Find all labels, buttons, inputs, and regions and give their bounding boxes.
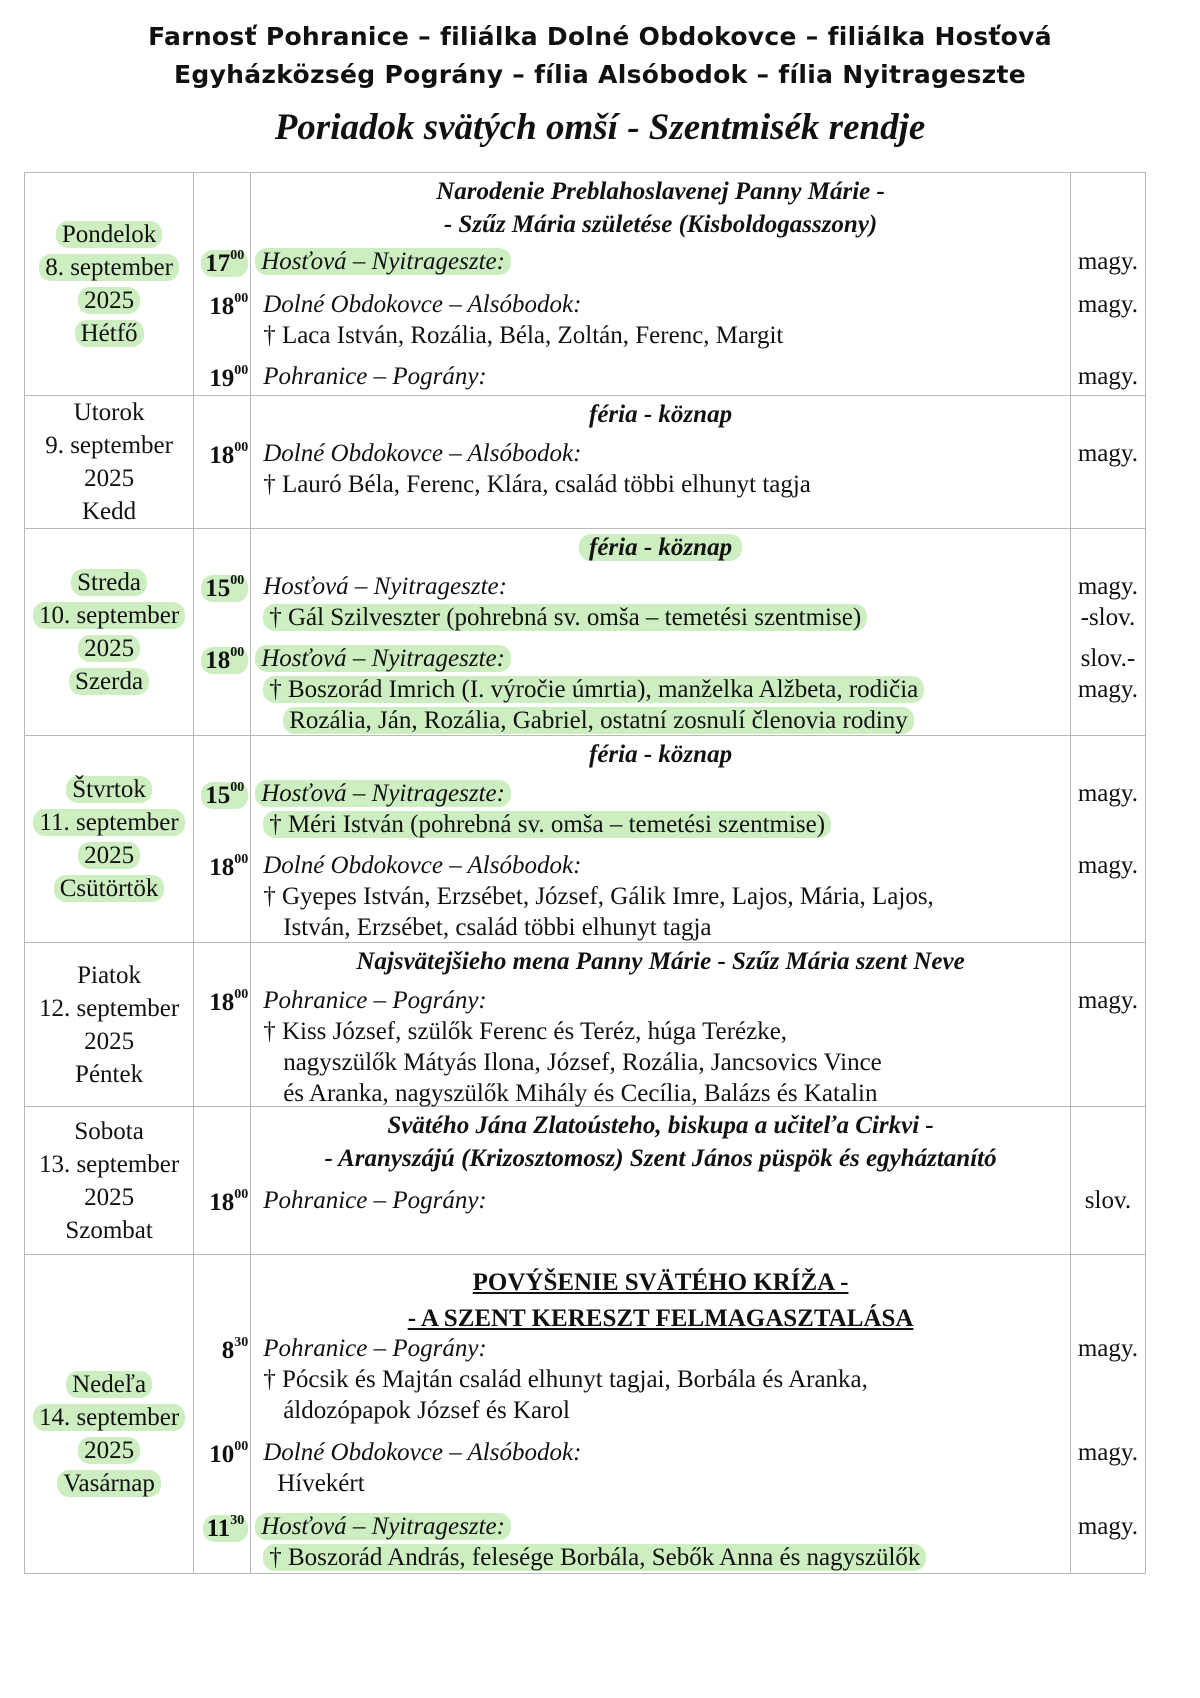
mass-entry	[263, 438, 1064, 500]
language-label: magy.	[1077, 248, 1139, 275]
mass-location: Hosťová – Nyitrageszte:	[263, 778, 1064, 809]
feast-title	[251, 398, 1070, 431]
mass-intention: † Kiss József, szülők Ferenc és Teréz, húga Terézke,	[263, 1018, 788, 1045]
mass-intention: † Laca István, Rozália, Béla, Zoltán, Ferenc, Margit	[263, 322, 784, 349]
feast-line: - Szűz Mária születése (Kisboldogasszony)	[443, 211, 878, 238]
mass-location: Dolné Obdokovce – Alsóbodok:	[263, 291, 582, 318]
mass-language	[1071, 643, 1145, 705]
mass-intention: Hívekért	[277, 1470, 365, 1497]
mass-time: $18^{00}$	[209, 440, 249, 469]
parish-title-sk: Farnosť Pohranice – filiálka Dolné Obdokovce – filiálka Hosťová	[148, 22, 1052, 51]
feast-title	[251, 945, 1070, 978]
day-date: 14. september	[25, 1401, 193, 1434]
mass-entry	[263, 246, 1064, 277]
mass-intention: † Lauró Béla, Ferenc, Klára, család többi elhunyt tagja	[263, 471, 811, 498]
language-label: magy.	[1077, 1439, 1139, 1466]
mass-intention: István, Erzsébet, család többi elhunyt tagja	[283, 914, 712, 941]
mass-language	[1071, 246, 1145, 277]
day-year: 2025	[25, 1434, 193, 1467]
mass-intention: † Gál Szilveszter (pohrebná sv. omša – temetési szentmise)	[263, 602, 1064, 633]
day-name-hu: Kedd	[81, 498, 137, 525]
intention-cell	[251, 396, 1071, 529]
day-date: 13. september	[38, 1150, 180, 1178]
mass-location: Dolné Obdokovce – Alsóbodok:	[263, 852, 582, 879]
mass-entry	[263, 1185, 1064, 1216]
mass-intention: és Aranka, nagyszülők Mihály és Cecília, Balázs és Katalin	[283, 1080, 878, 1107]
mass-language	[1071, 438, 1145, 469]
language-label: magy.	[1077, 676, 1139, 703]
mass-time: $18^{00}$	[209, 1187, 249, 1216]
intention-cell	[251, 1107, 1071, 1255]
day-name-sk: Nedeľa	[25, 1368, 193, 1401]
mass-intention: Rozália, Ján, Rozália, Gabriel, ostatní zosnulí členovia rodiny	[263, 705, 1064, 736]
day-name-sk: Utorok	[73, 399, 145, 426]
language-cell	[1070, 736, 1145, 943]
mass-time: $18^{00}$	[209, 291, 249, 320]
time-cell	[194, 736, 251, 943]
intention-cell	[251, 736, 1071, 943]
mass-language	[1071, 1333, 1145, 1364]
language-label: magy.	[1077, 852, 1139, 879]
day-row	[25, 943, 1146, 1107]
language-cell	[1070, 529, 1145, 736]
day-name-sk: Štvrtok	[25, 773, 193, 806]
mass-time: $8^{30}$	[221, 1335, 249, 1364]
page-header	[0, 18, 1200, 149]
mass-time: $19^{00}$	[209, 363, 249, 392]
time-cell	[194, 396, 251, 529]
mass-time: $17^{00}$	[201, 248, 248, 278]
feast-title	[251, 1109, 1070, 1175]
parish-title-hu: Egyházközség Pográny – fília Alsóbodok – fília Nyitrageszte	[174, 60, 1026, 89]
feast-line: féria - köznap	[251, 531, 1070, 564]
language-cell	[1070, 1107, 1145, 1255]
mass-location: Pohranice – Pográny:	[263, 1335, 487, 1362]
mass-entry	[263, 778, 1064, 840]
day-date: 11. september	[25, 806, 193, 839]
language-label: magy.	[1077, 987, 1139, 1014]
mass-language	[1071, 778, 1145, 809]
day-cell	[25, 396, 194, 529]
day-row	[25, 736, 1146, 943]
mass-entry	[263, 361, 1064, 392]
intention-cell	[251, 1255, 1071, 1574]
mass-language	[1071, 1511, 1145, 1542]
day-name-sk: Streda	[25, 566, 193, 599]
day-cell	[25, 1107, 194, 1255]
mass-location: Hosťová – Nyitrageszte:	[263, 573, 507, 600]
mass-entry	[263, 1333, 1064, 1426]
day-name-hu: Péntek	[75, 1060, 144, 1088]
language-label: magy.	[1077, 1335, 1139, 1362]
feast-line: Najsvätejšieho mena Panny Márie - Szűz Mária szent Neve	[356, 948, 965, 975]
mass-entry	[263, 1437, 1064, 1499]
mass-entry	[263, 643, 1064, 736]
intention-cell	[251, 943, 1071, 1107]
language-cell	[1070, 173, 1145, 396]
day-row	[25, 529, 1146, 736]
feast-line: féria - köznap	[589, 401, 733, 428]
mass-entry	[263, 985, 1064, 1109]
mass-entry	[263, 571, 1064, 633]
language-label: magy.	[1077, 291, 1139, 318]
language-cell	[1070, 943, 1145, 1107]
feast-title	[251, 175, 1070, 241]
feast-line: POVÝŠENIE SVÄTÉHO KRÍŽA -	[472, 1269, 849, 1296]
time-cell	[194, 943, 251, 1107]
mass-time: $10^{00}$	[209, 1439, 249, 1468]
mass-location: Hosťová – Nyitrageszte:	[263, 1511, 1064, 1542]
day-cell	[25, 736, 194, 943]
language-cell	[1070, 396, 1145, 529]
language-label: -slov.	[1080, 604, 1136, 631]
language-label: slov.	[1084, 1187, 1132, 1214]
day-row	[25, 1107, 1146, 1255]
mass-language	[1071, 985, 1145, 1016]
day-row	[25, 173, 1146, 396]
day-name-sk: Pondelok	[25, 218, 193, 251]
intention-cell	[251, 529, 1071, 736]
day-year: 2025	[25, 632, 193, 665]
day-name-sk: Sobota	[74, 1117, 144, 1145]
language-label: magy.	[1077, 780, 1139, 807]
feast-title	[251, 531, 1070, 564]
mass-time: $18^{00}$	[209, 852, 249, 881]
mass-language	[1071, 289, 1145, 320]
day-date: 10. september	[25, 599, 193, 632]
mass-location: Pohranice – Pográny:	[263, 1187, 487, 1214]
day-cell	[25, 529, 194, 736]
day-year: 2025	[25, 284, 193, 317]
mass-location: Pohranice – Pográny:	[263, 363, 487, 390]
mass-intention: † Boszorád András, felesége Borbála, Sebők Anna és nagyszülők	[263, 1542, 1064, 1573]
time-cell	[194, 1107, 251, 1255]
day-name-hu: Hétfő	[25, 317, 193, 350]
mass-location: Hosťová – Nyitrageszte:	[263, 246, 1064, 277]
intention-cell	[251, 173, 1071, 396]
feast-line: - A SZENT KERESZT FELMAGASZTALÁSA	[407, 1305, 914, 1332]
mass-location: Hosťová – Nyitrageszte:	[263, 643, 1064, 674]
feast-line: Narodenie Preblahoslavenej Panny Márie -	[436, 178, 885, 205]
mass-language	[1071, 571, 1145, 633]
mass-language	[1071, 1437, 1145, 1468]
day-year: 2025	[84, 1027, 135, 1055]
time-cell	[194, 173, 251, 396]
mass-intention: † Boszorád Imrich (I. výročie úmrtia), manželka Alžbeta, rodičia	[263, 674, 1064, 705]
feast-title	[251, 738, 1070, 771]
mass-intention: nagyszülők Mátyás Ilona, József, Rozália, Jancsovics Vince	[283, 1049, 882, 1076]
mass-language	[1071, 1185, 1145, 1216]
time-cell	[194, 1255, 251, 1574]
day-year: 2025	[25, 839, 193, 872]
language-label: magy.	[1077, 1513, 1139, 1540]
mass-location: Dolné Obdokovce – Alsóbodok:	[263, 440, 582, 467]
mass-intention: † Pócsik és Majtán család elhunyt tagjai, Borbála és Aranka,	[263, 1366, 868, 1393]
mass-language	[1071, 361, 1145, 392]
mass-time: $15^{00}$	[201, 780, 248, 810]
day-date: 8. september	[25, 251, 193, 284]
language-label: magy.	[1077, 440, 1139, 467]
mass-time: $11^{30}$	[203, 1513, 249, 1543]
mass-intention: † Méri István (pohrebná sv. omša – temetési szentmise)	[263, 809, 1064, 840]
day-cell	[25, 1255, 194, 1574]
day-row	[25, 1255, 1146, 1574]
feast-line: - Aranyszájú (Krizosztomosz) Szent János püspök és egyháztanító	[324, 1145, 997, 1172]
mass-time: $18^{00}$	[201, 645, 248, 675]
language-cell	[1070, 1255, 1145, 1574]
day-year: 2025	[84, 1183, 135, 1211]
mass-location: Pohranice – Pográny:	[263, 987, 487, 1014]
language-label: slov.-	[1080, 645, 1136, 672]
day-row	[25, 396, 1146, 529]
feast-title	[251, 1265, 1070, 1337]
language-label: magy.	[1077, 363, 1139, 390]
day-date: 9. september	[45, 432, 173, 459]
schedule-title: Poriadok svätých omší - Szentmisék rendje	[274, 107, 926, 148]
mass-intention: † Gyepes István, Erzsébet, József, Gálik Imre, Lajos, Mária, Lajos,	[263, 883, 934, 910]
mass-entry	[263, 850, 1064, 943]
day-name-hu: Szombat	[65, 1216, 153, 1244]
day-name-hu: Csütörtök	[25, 872, 193, 905]
language-label: magy.	[1077, 573, 1139, 600]
mass-schedule-table	[24, 172, 1146, 1574]
time-cell	[194, 529, 251, 736]
mass-time: $18^{00}$	[209, 987, 249, 1016]
mass-entry	[263, 289, 1064, 351]
day-date: 12. september	[38, 994, 180, 1022]
mass-intention: áldozópapok József és Karol	[283, 1397, 570, 1424]
day-name-hu: Vasárnap	[25, 1467, 193, 1500]
day-name-hu: Szerda	[25, 665, 193, 698]
feast-line: Svätého Jána Zlatoústeho, biskupa a učiteľa Cirkvi -	[387, 1112, 934, 1139]
day-year: 2025	[84, 465, 135, 492]
feast-line: féria - köznap	[589, 741, 733, 768]
mass-location: Dolné Obdokovce – Alsóbodok:	[263, 1439, 582, 1466]
mass-time: $15^{00}$	[201, 573, 248, 603]
mass-entry	[263, 1511, 1064, 1573]
day-name-sk: Piatok	[77, 961, 142, 989]
day-cell	[25, 943, 194, 1107]
day-cell	[25, 173, 194, 396]
mass-language	[1071, 850, 1145, 881]
